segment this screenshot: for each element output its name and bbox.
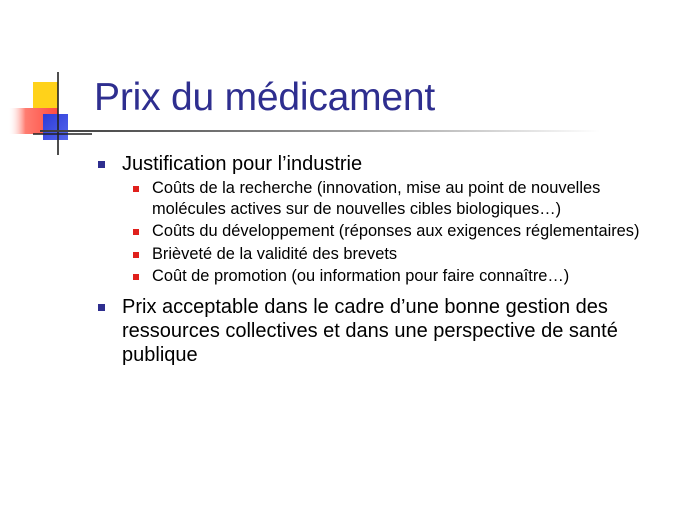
bullet-item xyxy=(96,152,676,287)
square-bullet-icon xyxy=(133,186,139,192)
square-bullet-icon xyxy=(133,252,139,258)
sub-bullet-text: Coûts de la recherche (innovation, mise au point de nouvelles molécules actives sur de nouvelles cibles biologiques…) xyxy=(152,179,601,218)
sub-bullet-item xyxy=(122,178,676,219)
sub-bullet-text: Brièveté de la validité des brevets xyxy=(152,244,398,263)
sub-bullet-item xyxy=(122,244,676,265)
slide-title: Prix du médicament xyxy=(94,76,436,119)
square-bullet-icon xyxy=(133,229,139,235)
bullet-text: Justification pour l’industrie xyxy=(122,153,363,175)
square-bullet-icon xyxy=(98,304,105,311)
sub-bullet-item xyxy=(122,266,676,287)
title-divider xyxy=(40,130,600,132)
sub-bullet-list xyxy=(122,178,676,287)
sub-bullet-text: Coûts du développement (réponses aux exigences réglementaires) xyxy=(152,222,640,240)
bullet-list xyxy=(96,152,676,367)
square-bullet-icon xyxy=(98,161,105,168)
slide-logo-icon xyxy=(0,0,100,170)
sub-bullet-item xyxy=(122,221,676,242)
sub-bullet-text: Coût de promotion (ou information pour faire connaître…) xyxy=(152,267,570,285)
square-bullet-icon xyxy=(133,274,139,280)
bullet-text: Prix acceptable dans le cadre d’une bonne gestion des ressources collectives et dans une perspective de santé publique xyxy=(122,295,618,366)
bullet-item xyxy=(96,295,676,367)
